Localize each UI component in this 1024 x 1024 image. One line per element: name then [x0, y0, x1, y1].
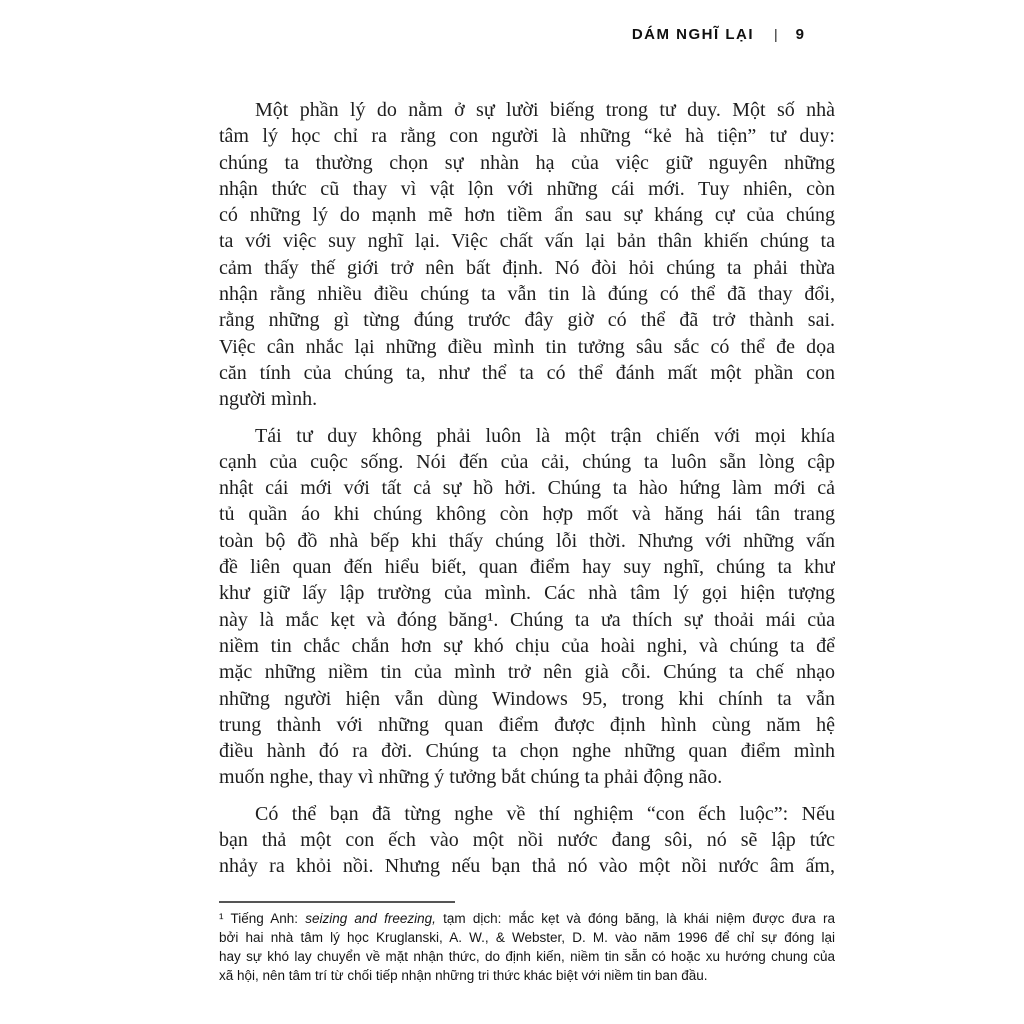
text-line: chúng ta thường chọn sự nhàn hạ của việc giữ nguyên những — [219, 151, 835, 174]
paragraph — [219, 801, 835, 880]
paragraph — [219, 423, 835, 791]
text-line: này là mắc kẹt và đóng băng¹. Chúng ta ưa thích sự thoải mái của — [219, 608, 835, 631]
footnote-text-segment: bởi hai nhà tâm lý học Kruglanski, A. W., & Webster, D. M. vào năm 1996 để chỉ sự đóng lại — [219, 929, 835, 945]
footnote-line — [219, 966, 835, 985]
footnote-text-segment: tạm dịch: mắc kẹt và đóng băng, là khái niệm được đưa ra — [435, 910, 835, 926]
text-line: những người hiện vẫn dùng Windows 95, trong khi chính ta vẫn — [219, 687, 835, 710]
footnote-line — [219, 928, 835, 947]
text-line: mặc những niềm tin của mình trở nên già cỗi. Chúng ta chế nhạo — [219, 661, 835, 684]
text-line: tâm lý học chỉ ra rằng con người là những “kẻ hà tiện” tư duy: — [219, 125, 835, 148]
body-text — [219, 97, 835, 880]
text-line: Việc cân nhắc lại những điều mình tin tưởng sâu sắc có thể đe dọa — [219, 335, 835, 358]
text-line: toàn bộ đồ nhà bếp khi thấy chúng lỗi thời. Nhưng với những vấn — [219, 529, 835, 552]
footnote — [219, 909, 835, 985]
text-line: khư giữ lấy lập trường của mình. Các nhà tâm lý gọi hiện tượng — [219, 582, 835, 605]
footnote-text-segment: hay sự khó lay chuyển về mặt nhận thức, do định kiến, niềm tin sẵn có hoặc xu hướng chung của — [219, 948, 835, 964]
footnote-line — [219, 909, 835, 928]
book-title: DÁM NGHĨ LẠI — [631, 26, 755, 43]
text-line: Một phần lý do nằm ở sự lười biếng trong tư duy. Một số nhà — [255, 99, 835, 121]
text-line: nhận rằng nhiều điều chúng ta vẫn tin là đúng có thể đã thay đổi, — [219, 283, 835, 306]
text-line: niềm tin chắc chắn hơn sự khó chịu của hoài nghi, và chúng ta để — [219, 634, 835, 657]
text-line: tủ quần áo khi chúng không còn hợp mốt và hăng hái tân trang — [219, 503, 835, 526]
text-line: rằng những gì từng đúng trước đây giờ có thể đã trở thành sai. — [219, 309, 835, 332]
text-line: Có thể bạn đã từng nghe về thí nghiệm “con ếch luộc”: Nếu — [255, 802, 835, 825]
text-line: căn tính của chúng ta, như thể ta có thể đánh mất một phần con — [219, 361, 835, 384]
page-header — [219, 26, 834, 43]
text-line: người mình. — [219, 388, 318, 411]
text-line: cảm thấy thế giới trở nên bất định. Nó đòi hỏi chúng ta phải thừa — [219, 256, 835, 279]
text-line: cạnh của cuộc sống. Nói đến của cải, chúng ta luôn sẵn lòng cập — [219, 450, 835, 473]
text-line: nhận thức cũ thay vì vật lộn với những cái mới. Tuy nhiên, còn — [219, 177, 835, 200]
text-line: trung thành với những quan điểm được định hình cùng năm hệ — [219, 713, 835, 736]
footnote-italic-segment: seizing and freezing, — [305, 910, 436, 926]
text-line: điều hành đó ra đời. Chúng ta chọn nghe những quan điểm mình — [219, 740, 835, 763]
header-divider: | — [774, 26, 778, 42]
text-line: ta với việc suy nghĩ lại. Việc chất vấn lại bản thân khiến chúng ta — [219, 230, 835, 253]
text-line: muốn nghe, thay vì những ý tưởng bắt chúng ta phải động não. — [219, 766, 723, 789]
footnote-text-segment: ¹ Tiếng Anh: — [219, 910, 306, 926]
paragraph — [219, 97, 835, 413]
text-line: nhảy ra khỏi nồi. Nhưng nếu bạn thả nó vào một nồi nước âm ấm, — [219, 855, 835, 878]
page-content — [219, 97, 835, 985]
text-line: đề liên quan đến hiểu biết, quan điểm hay suy nghĩ, chúng ta khư — [219, 556, 835, 579]
text-line: nhật cái mới với tất cả sự hồ hởi. Chúng ta hào hứng làm mới cả — [219, 477, 835, 500]
text-line: bạn thả một con ếch vào một nồi nước đang sôi, nó sẽ lập tức — [219, 829, 835, 852]
footnote-text-segment: xã hội, nên tâm trí từ chối tiếp nhận những tri thức khác biệt với niềm tin ban đầu. — [219, 967, 708, 983]
footnote-line — [219, 947, 835, 966]
footnote-separator — [219, 901, 455, 903]
text-line: Tái tư duy không phải luôn là một trận chiến với mọi khía — [255, 424, 835, 447]
page-number: 9 — [795, 26, 804, 43]
text-line: có những lý do mạnh mẽ hơn tiềm ẩn sau sự kháng cự của chúng — [219, 204, 835, 227]
